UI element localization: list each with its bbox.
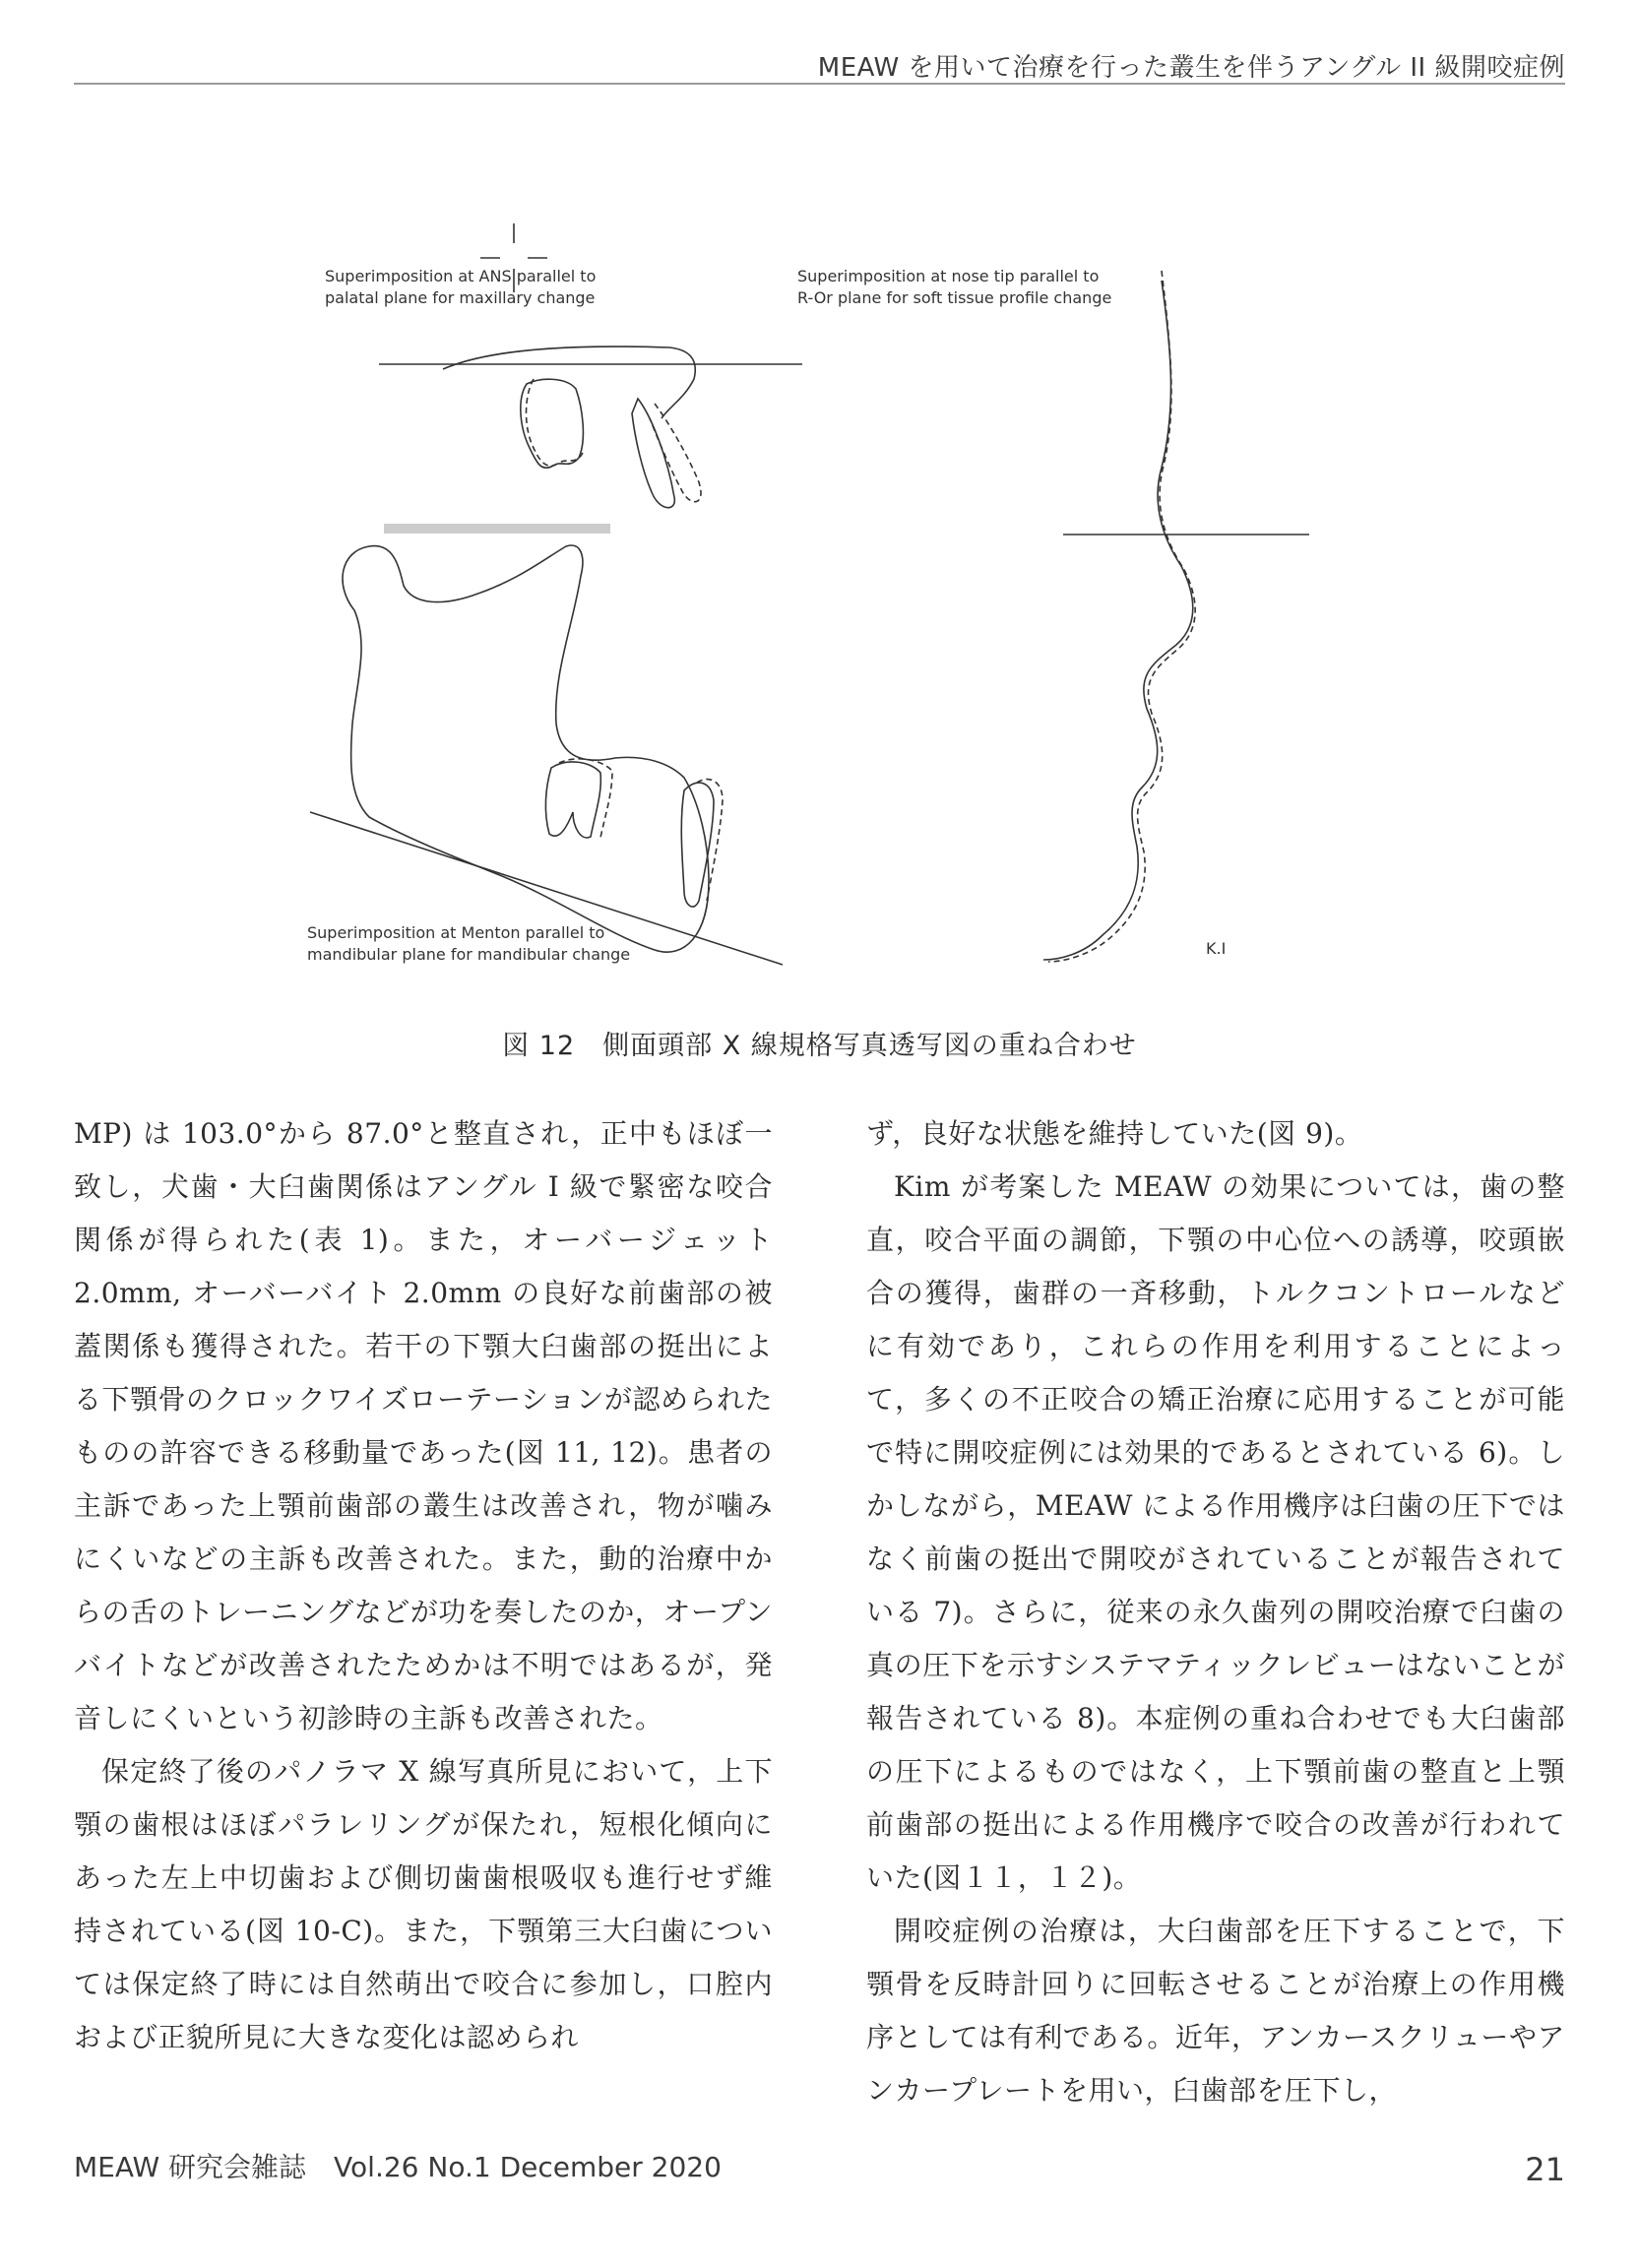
- soft-tissue-label-line-2: R-Or plane for soft tissue profile change: [797, 288, 1112, 307]
- mandibular-label-line-1: Superimposition at Menton parallel to: [307, 923, 605, 942]
- lower-molar-tracing: [545, 759, 612, 838]
- soft-tissue-label-line-1: Superimposition at nose tip parallel to: [797, 267, 1100, 285]
- figure-12-cephalometric-tracing: [295, 212, 1349, 975]
- figure-caption: 図 12 側面頭部 X 線規格写真透写図の重ね合わせ: [502, 1031, 1137, 1061]
- paragraph: Kim が考案した MEAW の効果については，歯の整直，咬合平面の調節，下顎の中心位への誘導，咬頭嵌合の獲得，歯群の一斉移動，トルクコントロールなどに有効であり，これらの作用を利用することによって，多くの不正咬合の矯正治療に応用することが可能で特に開咬症例には効果的であるとされている 6)。しかしながら，MEAW による作用機序は臼歯の圧下ではなく前歯の挺出で開咬がされていることが報告されている 7)。さらに，従来の永久歯列の開咬治療で臼歯の真の圧下を示すシステマティックレビューはないことが報告されている 8)。本症例の重ね合わせでも大臼歯部の圧下によるものではなく，上下顎前歯の整直と上顎前歯部の挺出による作用機序で咬合の改善が行われていた(図１１，１２)。: [866, 1170, 1565, 1894]
- upper-molar-tracing: [521, 379, 584, 468]
- paragraph: 保定終了後のパノラマ X 線写真所見において，上下顎の歯根はほぼパラレリングが保たれ，短根化傾向にあった左上中切歯および側切歯歯根吸収も進行せず維持されている(図 10-C)。また，下顎第三大臼歯については保定終了時には自然萌出で咬合に参加し，口腔内および正貌所見に大きな変化は認められ: [74, 1755, 773, 2053]
- right-text-column: [866, 1107, 1565, 2117]
- soft-tissue-profile: [1043, 271, 1195, 962]
- mandible-outline: [343, 545, 709, 952]
- upper-incisor-tracing: [632, 399, 701, 508]
- maxillary-label-line-1: Superimposition at ANS parallel to: [325, 267, 597, 285]
- author-initials: K.I: [1206, 939, 1227, 958]
- maxillary-label-line-2: palatal plane for maxillary change: [325, 288, 596, 307]
- running-header-title: MEAW を用いて治療を行った叢生を伴うアングル II 級開咬症例: [817, 53, 1565, 83]
- running-header: [74, 39, 1565, 85]
- left-text-column: [74, 1107, 773, 2064]
- paragraph: 開咬症例の治療は，大臼歯部を圧下することで，下顎骨を反時計回りに回転させることが治療上の作用機序としては有利である。近年，アンカースクリューやアンカープレートを用い，臼歯部を圧下し，: [866, 1915, 1565, 2107]
- paragraph: MP) は 103.0°から 87.0°と整直され，正中もほぼ一致し，犬歯・大臼歯関係はアングル I 級で緊密な咬合関係が得られた(表 1)。また，オーバージェット 2.0mm, オーバーバイト 2.0mm の良好な前歯部の被蓋関係も獲得された。若干の下顎大臼歯部の挺出による下顎骨のクロックワイズローテーションが認められたものの許容できる移動量であった(図 11, 12)。患者の主訴であった上顎前歯部の叢生は改善され，物が噛みにくいなどの主訴も改善された。また，動的治療中からの舌のトレーニングなどが功を奏したのか，オープンバイトなどが改善されたためかは不明ではあるが，発音しにくいという初診時の主訴も改善された。: [74, 1117, 773, 1734]
- paragraph: ず，良好な状態を維持していた(図 9)。: [866, 1117, 1363, 1150]
- page-number: 21: [1525, 2151, 1565, 2188]
- lower-incisor-tracing: [681, 780, 723, 908]
- tracing-drawing: [295, 212, 1349, 975]
- footer-journal-info: MEAW 研究会雑誌 Vol.26 No.1 December 2020: [74, 2151, 722, 2183]
- mandibular-label-line-2: mandibular plane for mandibular change: [307, 945, 631, 964]
